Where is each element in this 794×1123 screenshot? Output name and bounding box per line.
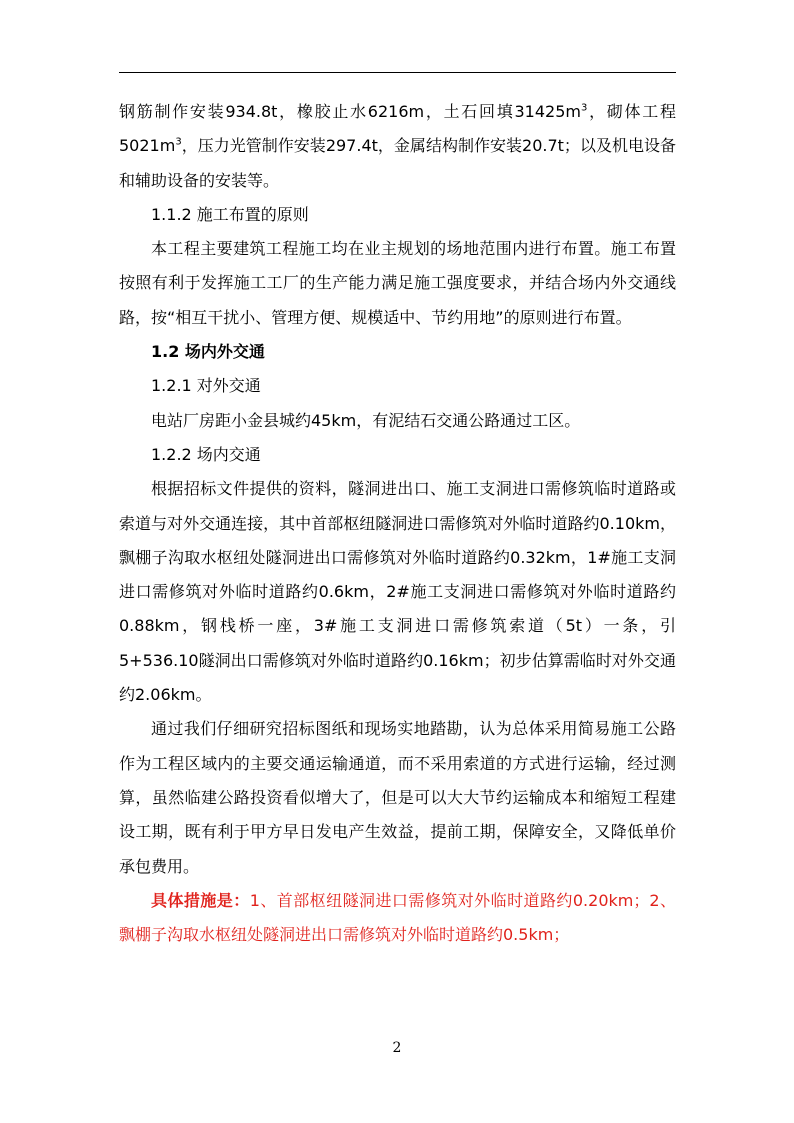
paragraph-internal-traffic: 根据招标文件提供的资料，隧洞进出口、施工支洞进口需修筑临时道路或索道与对外交通连接，其中首部枢纽隧洞进口需修筑对外临时道路约0.10km，飘棚子沟取水枢纽处隧洞进出口需修筑对外临时道路约0.32km，1#施工支洞进口需修筑对外临时道路约0.6km，2#施工支洞进口需修筑对外临时道路约0.88km，钢栈桥一座，3#施工支洞进口需修筑索道（5t）一条，引5+536.10隧洞出口需修筑对外临时道路约0.16km；初步估算需临时对外交通约2.06km。 (119, 479, 676, 705)
measures-lead: 具体措施是： (151, 890, 250, 910)
paragraph-road-analysis: 通过我们仔细研究招标图纸和现场实地踏勘，认为总体采用简易施工公路作为工程区域内的主要交通运输通道，而不采用索道的方式进行运输，经过测算，虽然临建公路投资看似增大了，但是可以大大节约运输成本和缩短工程建设工期，既有利于甲方早日发电产生效益，提前工期，保障安全，又降低单价承包费用。 (119, 719, 676, 876)
paragraph-quantities (119, 95, 676, 198)
page-number: 2 (392, 1040, 402, 1056)
measures-list: 1、首部枢纽隧洞进口需修筑对外临时道路约0.20km；2、飘棚子沟取水枢纽处隧洞进出口需修筑对外临时道路约0.5km； (119, 890, 676, 945)
text-span: ，压力光管制作安装297.4t，金属结构制作安装20.7t；以及机电设备和辅助设备的安装等。 (119, 136, 676, 190)
paragraph-specific-measures (119, 884, 676, 953)
header-rule (119, 72, 676, 73)
heading-1-2-2: 1.2.2 场内交通 (151, 444, 261, 464)
paragraph-external-traffic: 电站厂房距小金县城约45km，有泥结石交通公路通过工区。 (151, 410, 581, 430)
heading-1-2: 1.2 场内外交通 (151, 342, 265, 362)
superscript: 3 (580, 102, 588, 114)
superscript: 3 (175, 136, 182, 148)
paragraph-layout-principles: 本工程主要建筑工程施工均在业主规划的场地范围内进行布置。施工布置按照有利于发挥施工工厂的生产能力满足施工强度要求，并结合场内外交通线路，按“相互干扰小、管理方便、规模适中、节约用地”的原则进行布置。 (119, 239, 676, 327)
text-span: 钢筋制作安装934.8t，橡胶止水6216m，土石回填31425m (119, 102, 581, 121)
heading-1-1-2: 1.1.2 施工布置的原则 (151, 204, 309, 224)
text-span: ，砌体工程5021m (119, 102, 676, 156)
heading-1-2-1: 1.2.1 对外交通 (151, 376, 261, 396)
body-text (119, 95, 676, 952)
